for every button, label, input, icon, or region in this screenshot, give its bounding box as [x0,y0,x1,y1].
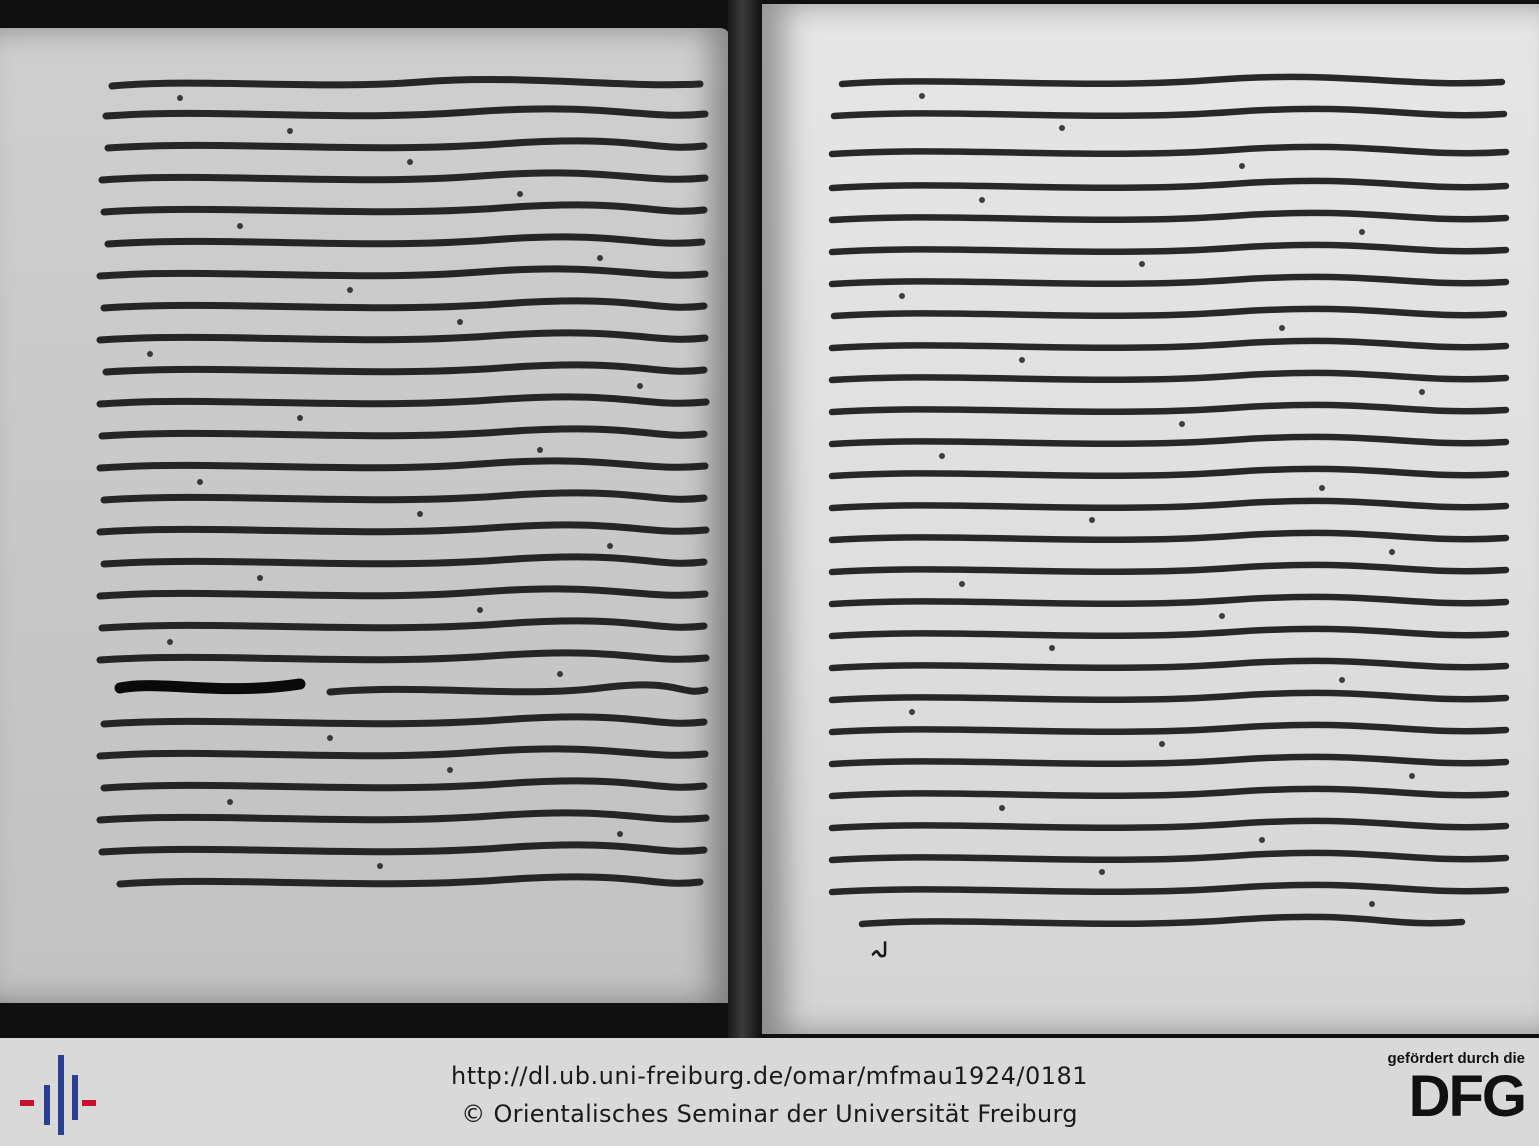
manuscript-page-right [762,4,1539,1034]
handwritten-text-left [0,28,730,1003]
manuscript-page-left [0,28,730,1003]
sponsor-caption: gefördert durch die [1387,1050,1525,1067]
book-gutter [728,0,764,1038]
document-url[interactable]: http://dl.ub.uni-freiburg.de/omar/mfmau1924/0181 [450,1062,1089,1090]
folio-mark: لہ [870,938,888,962]
sponsor-logo-text: DFG [1408,1064,1525,1129]
viewer-footer [0,1038,1539,1146]
dfg-logo-icon[interactable] [1360,1050,1525,1136]
handwritten-text-right [762,4,1539,1034]
copyright-notice: © Orientalisches Seminar der Universität Freiburg [461,1100,1078,1128]
